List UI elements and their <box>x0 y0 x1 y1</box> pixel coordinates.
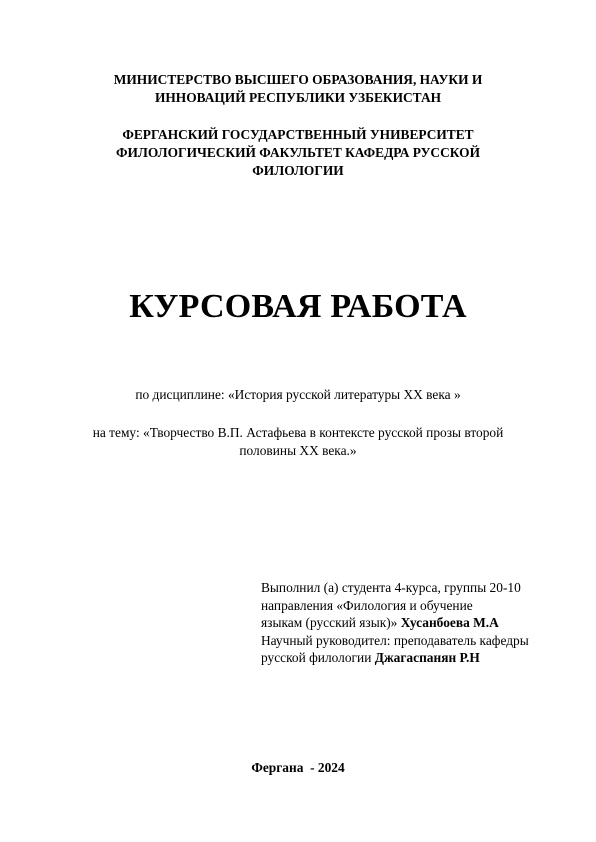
author-line-5 <box>261 649 581 667</box>
author-line-1: Выполнил (а) студента 4-курса, группы 20-10 <box>261 580 521 595</box>
document-title: КУРСОВАЯ РАБОТА <box>129 288 467 325</box>
author-line-5-prefix: русской филологии <box>261 650 375 665</box>
university-heading <box>0 126 596 180</box>
student-name: Хусанбоева М.А <box>400 615 499 630</box>
author-line-3-prefix: языкам (русский язык)» <box>261 615 401 630</box>
university-line-3: ФИЛОЛОГИИ <box>252 163 344 178</box>
author-info-block <box>261 579 581 667</box>
city-year-footer: Фергана - 2024 <box>251 760 345 775</box>
ministry-line-2: ИННОВАЦИЙ РЕСПУБЛИКИ УЗБЕКИСТАН <box>154 90 442 105</box>
university-line-2: ФИЛОЛОГИЧЕСКИЙ ФАКУЛЬТЕТ КАФЕДРА РУССКОЙ <box>116 145 480 160</box>
discipline-line: по дисциплине: «История русской литературы ХХ века » <box>135 387 461 402</box>
supervisor-name: Джагаспанян Р.Н <box>374 650 480 665</box>
ministry-line-1: МИНИСТЕРСТВО ВЫСШЕГО ОБРАЗОВАНИЯ, НАУКИ И <box>113 72 483 87</box>
author-line-4: Научный руководител: преподаватель кафедры <box>261 632 529 648</box>
author-line-2: направления «Филология и обучение <box>261 597 473 613</box>
author-line-3 <box>261 614 581 632</box>
topic-line-2: половины ХХ века.» <box>239 443 357 458</box>
ministry-heading <box>0 71 596 107</box>
topic-line-1: на тему: «Творчество В.П. Астафьева в контексте русской прозы второй <box>92 425 504 440</box>
topic-block <box>0 424 596 460</box>
university-line-1: ФЕРГАНСКИЙ ГОСУДАРСТВЕННЫЙ УНИВЕРСИТЕТ <box>122 127 474 142</box>
